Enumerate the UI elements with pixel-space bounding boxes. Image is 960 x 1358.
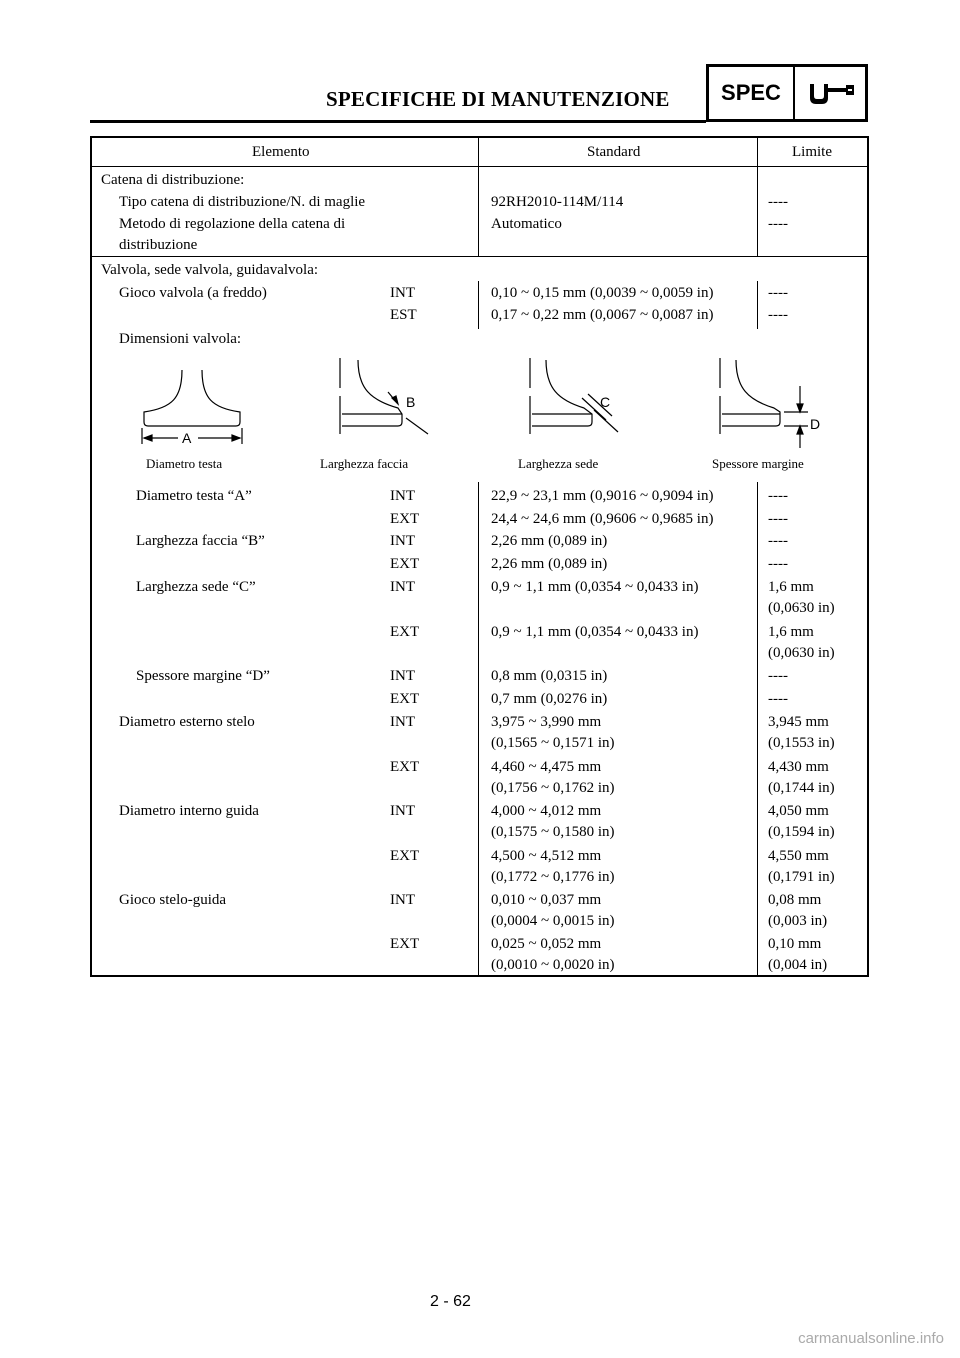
row-standard: 24,4 ~ 24,6 mm (0,9606 ~ 0,9685 in) [491, 511, 714, 527]
row-limit-line2: (0,0630 in) [768, 600, 835, 616]
row-limit-line2: (0,1791 in) [768, 869, 835, 885]
row-limit: 3,945 mm [768, 714, 829, 730]
row-tag: INT [390, 668, 415, 684]
row-standard: 0,010 ~ 0,037 mm [491, 892, 602, 908]
col-header-elemento: Elemento [252, 144, 310, 160]
row-label: Larghezza faccia “B” [136, 533, 265, 549]
adjust-method-label-line1: Metodo di regolazione della catena di [119, 216, 346, 232]
row-standard-line2: (0,0004 ~ 0,0015 in) [491, 913, 615, 929]
row-standard-line2: (0,1575 ~ 0,1580 in) [491, 824, 615, 840]
row-limit: ---- [768, 556, 788, 572]
row-standard: 4,000 ~ 4,012 mm [491, 803, 602, 819]
valve-clearance-label: Gioco valvola (a freddo) [119, 285, 267, 301]
spec-badge-label: SPEC [709, 67, 795, 119]
row-limit: 0,08 mm [768, 892, 822, 908]
section-title-valve: Valvola, sede valvola, guidavalvola: [101, 262, 319, 278]
table-col-divider-1 [478, 166, 479, 256]
row-tag: EXT [390, 936, 420, 952]
row-limit-line2: (0,003 in) [768, 913, 828, 929]
row-standard: 22,9 ~ 23,1 mm (0,9016 ~ 0,9094 in) [491, 488, 714, 504]
row-tag: INT [390, 579, 415, 595]
page-number: 2 - 62 [430, 1293, 471, 1310]
row-standard: 4,460 ~ 4,475 mm [491, 759, 602, 775]
row-tag: EXT [390, 691, 420, 707]
adjust-method-standard: Automatico [491, 216, 562, 232]
row-tag: INT [390, 488, 415, 504]
header-rule [90, 120, 706, 123]
row-tag: INT [390, 803, 415, 819]
row-standard-line2: (0,1756 ~ 0,1762 in) [491, 780, 615, 796]
table-col-divider-2 [757, 482, 758, 975]
col-header-standard: Standard [587, 144, 641, 160]
row-limit: 1,6 mm [768, 624, 814, 640]
row-label: Diametro testa “A” [136, 488, 252, 504]
row-standard-line2: (0,0010 ~ 0,0020 in) [491, 957, 615, 973]
row-limit-line2: (0,1744 in) [768, 780, 835, 796]
diagram-letter-a: A [182, 430, 192, 446]
row-standard: 2,26 mm (0,089 in) [491, 533, 608, 549]
row-limit: 1,6 mm [768, 579, 814, 595]
row-standard: 0,9 ~ 1,1 mm (0,0354 ~ 0,0433 in) [491, 579, 699, 595]
row-tag: EXT [390, 511, 420, 527]
page-title: SPECIFICHE DI MANUTENZIONE [326, 87, 670, 111]
valve-clearance-int-standard: 0,10 ~ 0,15 mm (0,0039 ~ 0,0059 in) [491, 285, 714, 301]
row-limit: ---- [768, 488, 788, 504]
table-col-divider-1 [478, 281, 479, 329]
row-label: Diametro interno guida [119, 803, 259, 819]
col-header-limite: Limite [792, 144, 832, 160]
row-standard: 3,975 ~ 3,990 mm [491, 714, 602, 730]
table-col-divider-2 [757, 136, 758, 166]
row-label: Spessore margine “D” [136, 668, 270, 684]
valve-dimensions-label: Dimensioni valvola: [119, 331, 242, 347]
table-col-divider-1 [478, 136, 479, 166]
row-limit: 4,430 mm [768, 759, 829, 775]
row-limit: 4,050 mm [768, 803, 829, 819]
row-tag: INT [390, 714, 415, 730]
chain-type-label: Tipo catena di distribuzione/N. di maglie [119, 194, 366, 210]
row-tag: INT [390, 533, 415, 549]
adjust-method-label-line2: distribuzione [119, 237, 198, 253]
adjust-method-limit: ---- [768, 216, 788, 232]
diagram-letter-d: D [810, 416, 821, 432]
row-tag: EXT [390, 848, 420, 864]
row-standard-line2: (0,1565 ~ 0,1571 in) [491, 735, 615, 751]
wrench-icon [795, 67, 865, 119]
section-divider [90, 256, 869, 257]
row-standard-line2: (0,1772 ~ 0,1776 in) [491, 869, 615, 885]
row-tag: EXT [390, 759, 420, 775]
row-standard: 2,26 mm (0,089 in) [491, 556, 608, 572]
valve-clearance-int-tag: INT [390, 285, 415, 301]
table-header-divider [90, 166, 869, 167]
caption-head-diameter: Diametro testa [146, 456, 223, 471]
caption-seat-width: Larghezza sede [518, 456, 599, 471]
row-limit-line2: (0,0630 in) [768, 645, 835, 661]
row-label: Diametro esterno stelo [119, 714, 255, 730]
table-col-divider-2 [757, 166, 758, 256]
row-limit: 0,10 mm [768, 936, 822, 952]
row-limit: ---- [768, 511, 788, 527]
section-title-timing-chain: Catena di distribuzione: [101, 172, 245, 188]
diagram-letter-c: C [600, 394, 611, 410]
diagram-letter-b: B [406, 394, 416, 410]
row-label: Larghezza sede “C” [136, 579, 256, 595]
row-limit-line2: (0,1553 in) [768, 735, 835, 751]
row-limit: ---- [768, 668, 788, 684]
row-tag: INT [390, 892, 415, 908]
row-limit-line2: (0,1594 in) [768, 824, 835, 840]
valve-clearance-ext-standard: 0,17 ~ 0,22 mm (0,0067 ~ 0,0087 in) [491, 307, 714, 323]
valve-clearance-int-limit: ---- [768, 285, 788, 301]
watermark: carmanualsonline.info [798, 1330, 944, 1347]
row-limit-line2: (0,004 in) [768, 957, 828, 973]
row-limit: ---- [768, 691, 788, 707]
row-tag: EXT [390, 624, 420, 640]
row-label: Gioco stelo-guida [119, 892, 227, 908]
chain-type-standard: 92RH2010-114M/114 [491, 194, 624, 210]
valve-clearance-ext-limit: ---- [768, 307, 788, 323]
caption-face-width: Larghezza faccia [320, 456, 409, 471]
valve-clearance-ext-tag: EST [390, 307, 417, 323]
row-standard: 0,8 mm (0,0315 in) [491, 668, 608, 684]
row-limit: ---- [768, 533, 788, 549]
row-standard: 0,9 ~ 1,1 mm (0,0354 ~ 0,0433 in) [491, 624, 699, 640]
table-col-divider-2 [757, 281, 758, 329]
row-limit: 4,550 mm [768, 848, 829, 864]
valve-dimension-diagrams [102, 348, 862, 478]
row-standard: 0,7 mm (0,0276 in) [491, 691, 608, 707]
caption-margin-thickness: Spessore margine [712, 456, 804, 471]
spec-badge [706, 64, 868, 122]
table-col-divider-1 [478, 482, 479, 975]
row-standard: 4,500 ~ 4,512 mm [491, 848, 602, 864]
row-standard: 0,025 ~ 0,052 mm [491, 936, 602, 952]
row-tag: EXT [390, 556, 420, 572]
chain-type-limit: ---- [768, 194, 788, 210]
